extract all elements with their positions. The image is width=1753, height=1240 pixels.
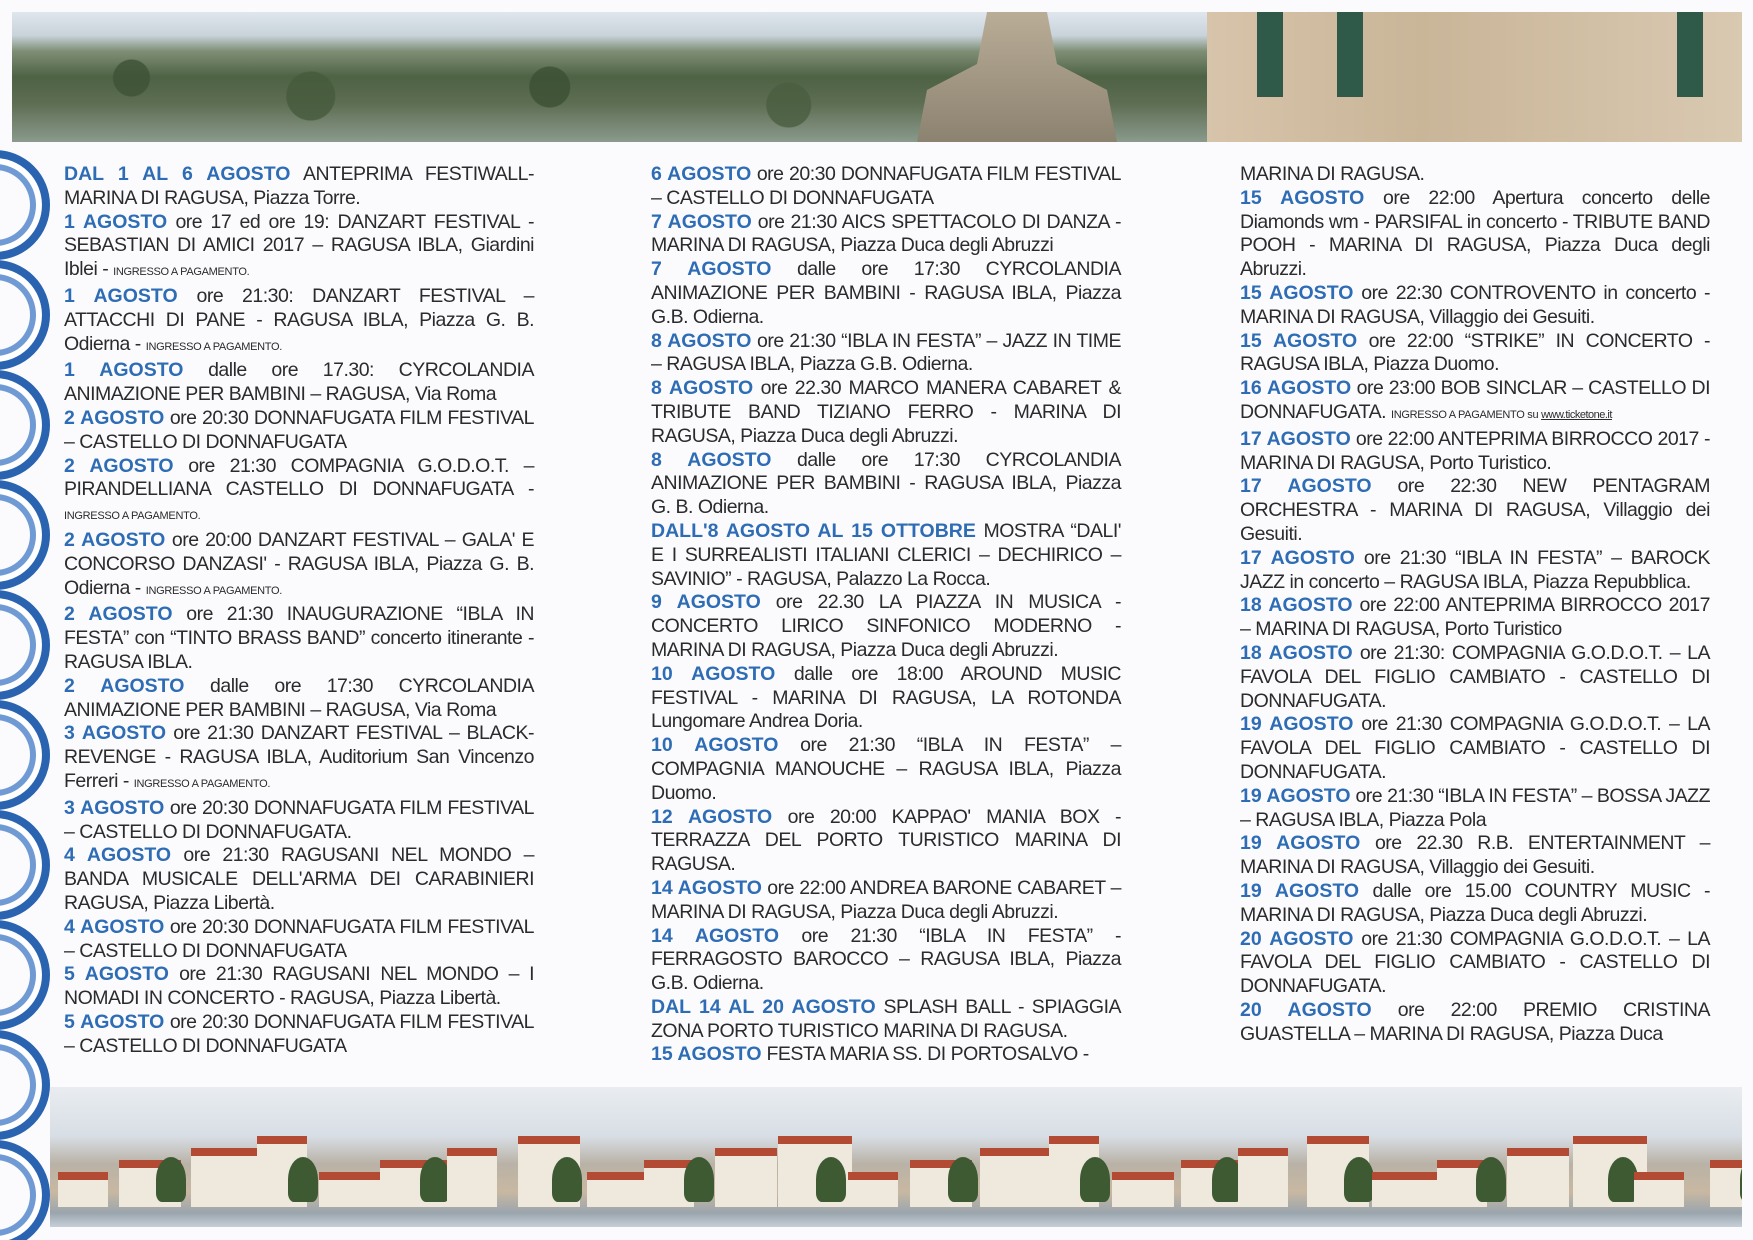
event-entry bbox=[64, 963, 534, 1011]
arc-shape bbox=[0, 1140, 50, 1240]
event-date: 17 AGOSTO bbox=[1240, 546, 1355, 569]
event-entry bbox=[651, 734, 1121, 805]
house-shape bbox=[1710, 1160, 1742, 1207]
event-description: ore 17 ed ore 19: DANZART FESTIVAL - SEBASTIAN DI AMICI 2017 – RAGUSA IBLA, Giardini Iblei - bbox=[64, 210, 534, 281]
event-entry bbox=[1240, 928, 1710, 999]
event-date: 1 AGOSTO bbox=[64, 210, 168, 233]
event-description: dalle ore 17:30 CYRCOLANDIA ANIMAZIONE PER BAMBINI - RAGUSA IBLA, Piazza G.B. Odierna. bbox=[651, 258, 1121, 328]
event-entry bbox=[64, 359, 534, 407]
event-description: ore 21:30 “IBLA IN FESTA” – JAZZ IN TIME – RAGUSA IBLA, Piazza G.B. Odierna. bbox=[651, 329, 1121, 376]
event-description: ore 22:30 NEW PENTAGRAM ORCHESTRA - MARINA DI RAGUSA, Villaggio dei Gesuiti. bbox=[1240, 475, 1710, 545]
house-shape bbox=[1372, 1172, 1446, 1207]
building-photo bbox=[1207, 12, 1742, 142]
ticket-note: INGRESSO A PAGAMENTO. bbox=[145, 584, 283, 597]
event-date: 15 AGOSTO bbox=[1240, 329, 1358, 352]
event-description: ore 22.30 LA PIAZZA IN MUSICA - CONCERTO LIRICO SINFONICO MODERNO - MARINA DI RAGUSA, Piazza Duca degli Abruzzi. bbox=[651, 591, 1121, 661]
event-description: ore 21:30 AICS SPETTACOLO DI DANZA - MARINA DI RAGUSA, Piazza Duca degli Abruzzi bbox=[651, 210, 1121, 257]
arc-shape bbox=[0, 480, 50, 590]
event-entry bbox=[1240, 187, 1710, 282]
event-entry bbox=[1240, 428, 1710, 476]
arc-shape bbox=[0, 700, 50, 810]
ticket-note: INGRESSO A PAGAMENTO. bbox=[133, 777, 271, 790]
event-entry bbox=[64, 916, 534, 964]
house-shape bbox=[191, 1148, 265, 1207]
event-description: dalle ore 15.00 COUNTRY MUSIC - MARINA DI RAGUSA, Piazza Duca degli Abruzzi. bbox=[1240, 879, 1710, 926]
events-column-2 bbox=[651, 163, 1121, 1067]
arc-shape bbox=[0, 1030, 50, 1140]
event-description: ore 22:00 PREMIO CRISTINA GUASTELLA – MARINA DI RAGUSA, Piazza Duca bbox=[1240, 998, 1710, 1045]
event-description: ore 22.30 R.B. ENTERTAINMENT – MARINA DI RAGUSA, Villaggio dei Gesuiti. bbox=[1240, 832, 1710, 879]
event-entry bbox=[1240, 547, 1710, 595]
event-entry bbox=[651, 925, 1121, 996]
event-description: MOSTRA “DALI' E I SURREALISTI ITALIANI CLERICI – DECHIRICO – SAVINIO” - RAGUSA, Palazzo La Rocca. bbox=[651, 519, 1122, 590]
arc-shape bbox=[0, 370, 50, 480]
event-entry bbox=[1240, 999, 1710, 1047]
tree-shape bbox=[552, 1157, 582, 1202]
event-entry bbox=[64, 675, 534, 723]
event-date: 4 AGOSTO bbox=[64, 915, 165, 938]
event-entry bbox=[651, 1043, 1121, 1067]
event-date: 3 AGOSTO bbox=[64, 722, 167, 745]
event-date: 6 AGOSTO bbox=[651, 163, 752, 185]
event-date: 1 AGOSTO bbox=[64, 284, 178, 307]
event-date: 20 AGOSTO bbox=[1240, 927, 1354, 950]
event-entry bbox=[64, 797, 534, 845]
event-description: ore 22:00 ANTEPRIMA BIRROCCO 2017 - MARINA DI RAGUSA, Porto Turistico. bbox=[1240, 427, 1710, 474]
tree-shape bbox=[1344, 1157, 1374, 1202]
event-description: ore 21:30 COMPAGNIA G.O.D.O.T. – LA FAVOLA DEL FIGLIO CAMBIATO - CASTELLO DI DONNAFUGATA. bbox=[1240, 713, 1710, 783]
event-description: ore 21:30 “IBLA IN FESTA” – BOSSA JAZZ – RAGUSA IBLA, Piazza Pola bbox=[1240, 784, 1710, 831]
tree-shape bbox=[420, 1157, 450, 1202]
event-entry bbox=[1240, 785, 1710, 833]
event-date: 16 AGOSTO bbox=[1240, 377, 1352, 400]
event-description: ore 21:30 DANZART FESTIVAL – BLACK-REVENGE - RAGUSA IBLA, Auditorium San Vincenzo Ferreri - bbox=[64, 722, 534, 792]
event-description: ore 21:30: COMPAGNIA G.O.D.O.T. – LA FAVOLA DEL FIGLIO CAMBIATO - CASTELLO DI DONNAFUGATA. bbox=[1240, 641, 1710, 712]
event-date: 19 AGOSTO bbox=[1240, 832, 1361, 855]
event-date: 2 AGOSTO bbox=[64, 406, 165, 429]
arc-shape bbox=[0, 260, 50, 370]
event-description: dalle ore 17.30: CYRCOLANDIA ANIMAZIONE PER BAMBINI – RAGUSA, Via Roma bbox=[64, 359, 534, 406]
event-entry bbox=[651, 377, 1121, 448]
event-description: ore 21:30 “IBLA IN FESTA” - FERRAGOSTO BAROCCO – RAGUSA IBLA, Piazza G.B. Odierna. bbox=[651, 924, 1121, 995]
event-entry bbox=[1240, 880, 1710, 928]
event-description: ore 22.30 MARCO MANERA CABARET & TRIBUTE BAND TIZIANO FERRO - MARINA DI RAGUSA, Piazza Duca degli Abruzzi. bbox=[651, 377, 1121, 447]
event-date: 19 AGOSTO bbox=[1240, 713, 1354, 736]
header-photo bbox=[12, 12, 1742, 142]
coastal-town-photo bbox=[50, 1087, 1742, 1227]
events-column-1 bbox=[64, 163, 534, 1058]
decorative-arcs bbox=[0, 150, 50, 1240]
event-date: 7 AGOSTO bbox=[651, 210, 752, 233]
event-date: 10 AGOSTO bbox=[651, 734, 779, 757]
event-description: ore 21:30 RAGUSANI NEL MONDO – I NOMADI IN CONCERTO - RAGUSA, Piazza Libertà. bbox=[64, 963, 534, 1010]
event-entry bbox=[64, 211, 534, 285]
event-entry bbox=[1240, 377, 1710, 428]
event-entry bbox=[1240, 642, 1710, 713]
arc-shape bbox=[0, 590, 50, 700]
event-entry bbox=[651, 806, 1121, 877]
event-date: 8 AGOSTO bbox=[651, 329, 752, 352]
event-description: ore 21:30 RAGUSANI NEL MONDO – BANDA MUSICALE DELL'ARMA DEI CARABINIERI RAGUSA, Piazza Libertà. bbox=[64, 844, 534, 914]
event-description: ore 23:00 BOB SINCLAR – CASTELLO DI DONNAFUGATA. bbox=[1240, 377, 1710, 423]
event-entry bbox=[651, 877, 1121, 925]
event-description: ore 20:30 DONNAFUGATA FILM FESTIVAL – CASTELLO DI DONNAFUGATA bbox=[64, 915, 534, 962]
event-description: ore 21:30: DANZART FESTIVAL – ATTACCHI DI PANE - RAGUSA IBLA, Piazza G. B. Odierna - bbox=[64, 284, 534, 355]
event-date: 20 AGOSTO bbox=[1240, 998, 1372, 1021]
event-date: 2 AGOSTO bbox=[64, 674, 185, 697]
event-date: 2 AGOSTO bbox=[64, 528, 166, 551]
event-entry bbox=[651, 449, 1121, 520]
event-entry bbox=[651, 591, 1121, 662]
ticket-note: INGRESSO A PAGAMENTO. bbox=[64, 510, 201, 523]
event-description: ore 21:30 INAUGURAZIONE “IBLA IN FESTA” con “TINTO BRASS BAND” concerto itinerante - RAGUSA IBLA. bbox=[64, 603, 534, 673]
house-shape bbox=[715, 1148, 777, 1207]
event-date: 15 AGOSTO bbox=[1240, 281, 1354, 304]
event-date: 9 AGOSTO bbox=[651, 591, 761, 614]
event-entry bbox=[1240, 832, 1710, 880]
event-entry bbox=[1240, 330, 1710, 378]
window bbox=[1337, 12, 1363, 97]
event-description: FESTA MARIA SS. DI PORTOSALVO - bbox=[761, 1043, 1089, 1066]
event-date: DALL'8 AGOSTO AL 15 OTTOBRE bbox=[651, 519, 976, 542]
event-entry bbox=[1240, 282, 1710, 330]
event-entry bbox=[651, 520, 1121, 591]
window bbox=[1257, 12, 1283, 97]
event-date: 5 AGOSTO bbox=[64, 963, 169, 986]
event-description: ore 22:00 ANTEPRIMA BIRROCCO 2017 – MARINA DI RAGUSA, Porto Turistico bbox=[1240, 594, 1710, 641]
ticket-note: INGRESSO A PAGAMENTO. bbox=[113, 266, 250, 279]
landscape-photo bbox=[12, 12, 1207, 142]
arc-shape bbox=[0, 150, 50, 260]
event-date: 17 AGOSTO bbox=[1240, 427, 1351, 450]
event-entry bbox=[651, 211, 1121, 259]
event-date: 19 AGOSTO bbox=[1240, 879, 1360, 902]
event-date: 19 AGOSTO bbox=[1240, 784, 1351, 807]
event-entry bbox=[64, 407, 534, 455]
ticket-note: INGRESSO A PAGAMENTO su bbox=[1390, 408, 1542, 421]
arc-shape bbox=[0, 810, 50, 920]
event-entry bbox=[1240, 713, 1710, 784]
event-date: 4 AGOSTO bbox=[64, 844, 172, 867]
event-entry bbox=[1240, 475, 1710, 546]
house-shape bbox=[1112, 1172, 1174, 1207]
house-shape bbox=[58, 1172, 108, 1207]
event-description: MARINA DI RAGUSA. bbox=[1240, 163, 1425, 185]
event-description: ore 20:30 DONNAFUGATA FILM FESTIVAL – CASTELLO DI DONNAFUGATA bbox=[64, 406, 534, 453]
events-column-3 bbox=[1240, 163, 1710, 1046]
event-entry bbox=[64, 1011, 534, 1059]
event-description: ore 22:00 ANDREA BARONE CABARET – MARINA DI RAGUSA, Piazza Duca degli Abruzzi. bbox=[651, 876, 1121, 923]
event-entry bbox=[1240, 594, 1710, 642]
event-date: 12 AGOSTO bbox=[651, 805, 773, 828]
event-date: 1 AGOSTO bbox=[64, 359, 184, 382]
event-date: 5 AGOSTO bbox=[64, 1010, 165, 1033]
event-description: ore 22:30 CONTROVENTO in concerto - MARINA DI RAGUSA, Villaggio dei Gesuiti. bbox=[1240, 281, 1710, 328]
event-description: dalle ore 18:00 AROUND MUSIC FESTIVAL - MARINA DI RAGUSA, LA ROTONDA Lungomare Andrea Doria. bbox=[651, 662, 1121, 733]
event-entry bbox=[651, 663, 1121, 734]
event-entry bbox=[64, 529, 534, 603]
event-description: ore 21:30 “IBLA IN FESTA” – COMPAGNIA MANOUCHE – RAGUSA IBLA, Piazza Duomo. bbox=[651, 734, 1121, 804]
event-date: 15 AGOSTO bbox=[651, 1043, 762, 1066]
event-date: 3 AGOSTO bbox=[64, 796, 165, 819]
ticket-link[interactable]: www.ticketone.it bbox=[1541, 408, 1612, 421]
church-facade bbox=[917, 12, 1117, 142]
event-description: SPLASH BALL - SPIAGGIA ZONA PORTO TURISTICO MARINA DI RAGUSA. bbox=[651, 995, 1122, 1042]
event-description: ore 20:00 KAPPAO' MANIA BOX - TERRAZZA DEL PORTO TURISTICO MARINA DI RAGUSA. bbox=[651, 805, 1121, 876]
event-date: DAL 14 AL 20 AGOSTO bbox=[651, 995, 876, 1018]
tree-shape bbox=[1476, 1157, 1506, 1202]
event-description: ore 22:00 “STRIKE” IN CONCERTO - RAGUSA IBLA, Piazza Duomo. bbox=[1240, 329, 1710, 376]
house-shape bbox=[1238, 1148, 1288, 1207]
event-description: ore 20:30 DONNAFUGATA FILM FESTIVAL – CASTELLO DI DONNAFUGATA. bbox=[64, 796, 534, 843]
house-shape bbox=[1507, 1148, 1569, 1207]
arc-shape bbox=[0, 920, 50, 1030]
event-entry bbox=[64, 722, 534, 796]
event-entry bbox=[64, 603, 534, 674]
tree-shape bbox=[816, 1157, 846, 1202]
event-date: 17 AGOSTO bbox=[1240, 475, 1372, 498]
window bbox=[1677, 12, 1703, 97]
event-date: 10 AGOSTO bbox=[651, 662, 776, 685]
event-date: DAL 1 AL 6 AGOSTO bbox=[64, 163, 291, 185]
event-date: 15 AGOSTO bbox=[1240, 186, 1365, 209]
event-description: ore 21:30 “IBLA IN FESTA” – BAROCK JAZZ in concerto – RAGUSA IBLA, Piazza Repubblica. bbox=[1240, 546, 1710, 593]
house-shape bbox=[980, 1148, 1054, 1207]
event-date: 2 AGOSTO bbox=[64, 603, 173, 626]
event-date: 14 AGOSTO bbox=[651, 924, 780, 947]
event-description: ANTEPRIMA FESTIWALL-MARINA DI RAGUSA, Piazza Torre. bbox=[64, 163, 534, 209]
event-description: ore 22:00 Apertura concerto delle Diamonds wm - PARSIFAL in concerto - TRIBUTE BAND POOH - MARINA DI RAGUSA, Piazza Duca degli Abruzzi. bbox=[1240, 186, 1710, 281]
event-description: ore 21:30 COMPAGNIA G.O.D.O.T. – LA FAVOLA DEL FIGLIO CAMBIATO - CASTELLO DI DONNAFUGATA. bbox=[1240, 927, 1710, 998]
house-shape bbox=[447, 1148, 497, 1207]
event-date: 18 AGOSTO bbox=[1240, 594, 1353, 617]
event-date: 14 AGOSTO bbox=[651, 876, 762, 899]
event-date: 18 AGOSTO bbox=[1240, 641, 1353, 664]
ticket-note: INGRESSO A PAGAMENTO. bbox=[145, 340, 283, 353]
event-entry bbox=[651, 258, 1121, 329]
event-entry bbox=[1240, 163, 1710, 187]
tree-shape bbox=[948, 1157, 978, 1202]
event-description: dalle ore 17:30 CYRCOLANDIA ANIMAZIONE PER BAMBINI – RAGUSA, Via Roma bbox=[64, 674, 534, 721]
event-entry bbox=[651, 330, 1121, 378]
event-date: 8 AGOSTO bbox=[651, 448, 772, 471]
event-date: 8 AGOSTO bbox=[651, 377, 754, 400]
event-entry bbox=[64, 844, 534, 915]
tree-shape bbox=[156, 1157, 186, 1202]
event-description: ore 20:30 DONNAFUGATA FILM FESTIVAL – CASTELLO DI DONNAFUGATA bbox=[64, 1010, 534, 1057]
house-shape bbox=[848, 1172, 898, 1207]
house-shape bbox=[319, 1172, 381, 1207]
event-entry bbox=[64, 285, 534, 359]
event-entry bbox=[651, 996, 1121, 1044]
event-entry bbox=[651, 163, 1121, 211]
event-date: 2 AGOSTO bbox=[64, 454, 174, 477]
event-entry bbox=[64, 163, 534, 211]
event-entry bbox=[64, 455, 534, 529]
tree-shape bbox=[684, 1157, 714, 1202]
event-description: ore 20:30 DONNAFUGATA FILM FESTIVAL – CASTELLO DI DONNAFUGATA bbox=[651, 163, 1121, 209]
tree-shape bbox=[288, 1157, 318, 1202]
event-date: 7 AGOSTO bbox=[651, 258, 772, 281]
event-description: ore 20:00 DANZART FESTIVAL – GALA' E CONCORSO DANZASI' - RAGUSA IBLA, Piazza G. B. Odierna - bbox=[64, 528, 534, 599]
tree-shape bbox=[1080, 1157, 1110, 1202]
event-description: dalle ore 17:30 CYRCOLANDIA ANIMAZIONE PER BAMBINI - RAGUSA IBLA, Piazza G. B. Odierna. bbox=[651, 448, 1121, 519]
house-shape bbox=[1634, 1172, 1684, 1207]
event-description: ore 21:30 COMPAGNIA G.O.D.O.T. – PIRANDELLIANA CASTELLO DI DONNAFUGATA - bbox=[64, 454, 534, 501]
